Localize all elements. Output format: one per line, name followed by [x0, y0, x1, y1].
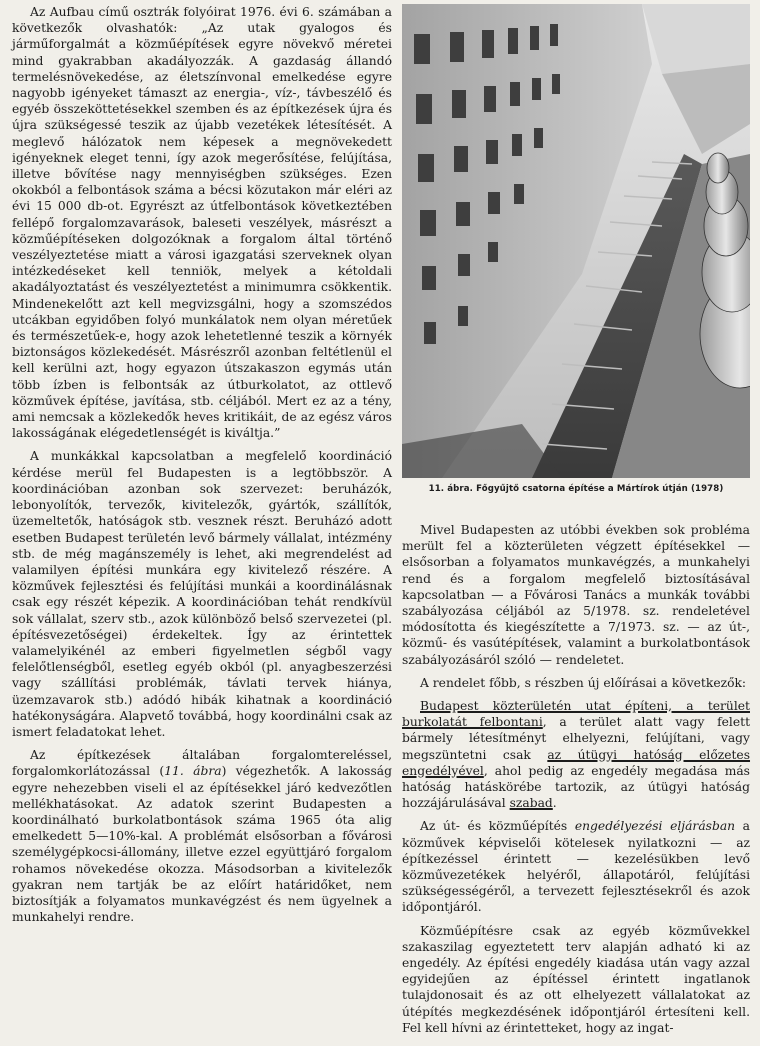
permit-text-b: , a terület alatt vagy felett bármely létesítményt elhelyezni, felújítani, vagy megszüntetni csak: [402, 715, 751, 762]
permit-text-d: , ahol pedig az engedély megadása más hatóság hatáskörébe tartozik, az útügyi hatóság hozzájárulásával: [402, 763, 750, 811]
right-column: [402, 522, 750, 1043]
paragraph-rules-intro: A rendelet főbb, s részben új előírásai a következők:: [420, 675, 747, 690]
paragraph-aufbau-quote: Az Aufbau című osztrák folyóirat 1976. évi 6. számában a következők olvashatók: „Az utak gyalogos és járműforgalmát a közműépítések egyre növekvő méretei mind gyakrabban akadályozzák. A gazdaság állandó termelésnövekedése, az életszínvonal emelkedése egyre nagyobb igényeket támaszt az energia-, víz-, távbeszélő és egyéb összeköttetésekkel szemben és az építkezések újra és újra szükségessé teszik az újabb vezetékek létesítését. A meglevő hálózatok nem képesek a megnövekedett igényeknek eleget tenni, így azok megerősítése, felújítása, illetve bővítése nagy mennyiségben szükséges. Ezen okokból a felbontások száma a bécsi közutakon már eléri az évi 15 000 db-ot. Egyrészt az útfelbontások következtében fellépő forgalomzavarások, baleseti veszélyek, másrészt a közműépítéseken dolgozóknak a forgalom által történő veszélyeztetése miatt a városi igazgatási szerveknek olyan intézkedéseket kell tenniök, melyek a kétoldali akadályoztatást és veszélyeztetést a minimumra csökkentik. Mindenekelőtt azt kell megvizsgálni, hogy a szomszédos utcákban egyidőben folyó munkálatok nem olyan méretűek és természetűek-e, hogy azok lehetetlenné teszik a környék biztonságos közlekedését. Másrészről azonban feltétlenül el kell kerülni azt, hogy egyazon útszakaszon egymás után több ízben is felbontsák az útburkolatot, az ottlevő közművek építése, javítása, stb. céljából. Mert ez az a tény, ami nemcsak a közlekedők heves kritikáit, de az egész város lakosságának elégedetlenségét is kiváltja.”: [12, 5, 392, 441]
figure-caption: 11. ábra. Főgyűjtő csatorna építése a Mártírok útján (1978): [428, 484, 724, 494]
street-construction-photo: [402, 4, 750, 478]
procedure-italic: engedélyezési eljárásban: [574, 819, 736, 834]
p3-text-b: ) végezhetők. A lakosság egyre nehezebben viseli el az építésekkel járó kedvezőtlen mellékhatásokat. Az adatok szerint Budapesten a koordinálható burkolatbontások száma 1965 óta alig emelkedett 5—10%-kal. A problémát elsősorban a fővárosi személygépkocsi-állomány, illetve ezzel együttjáró forgalom rohamos növekedése okozza. Másodsorban a kivitelezők gyakran nem tartják be az előírt határidőket, nem biztosítják a folyamatos munkavégzést és nem ügyelnek a munkahelyi rendre.: [12, 764, 392, 925]
figure-reference: 11. ábra: [164, 764, 222, 779]
photo-illustration: [402, 4, 750, 478]
permit-text-f: .: [552, 796, 557, 811]
underlined-text-b: az útügyi hatóság előzetes engedélyével: [402, 747, 751, 778]
paragraph-permit: [402, 698, 750, 811]
p3-text-a: Az építkezések általában forgalomtereléssel, forgalomkorlátozással (: [12, 748, 392, 779]
underlined-text-c: szabad: [509, 796, 553, 811]
left-column: [12, 4, 392, 932]
underlined-text-a: Budapest közterületén utat építeni, a terület burkolatát felbontani: [402, 699, 750, 730]
paragraph-coordination: A munkákkal kapcsolatban a megfelelő koordináció kérdése merül fel Budapesten is a legtöbbször. A koordinációban azonban sok szervezet: beruházók, lebonyolítók, tervezők, kivitelezők, gyártók, szállítók, üzemeltetők, hatóságok stb. vesznek részt. Beruházó adott esetben Budapest területén levő bármely vállalat, intézmény stb. de még magánszemély is lehet, aki megrendelést ad valamilyen építési munkára egy kivitelező részére. A közművek fejlesztési és felújítási munkái a koordinálásnak csak egy részét képezik. A koordinációban tehát rendkívül sok vállalat, szerv stb., azok különböző belső szervezetei (pl. építésvezetőségei) érdekeltek. Így az érintettek valamelyikénél az emberi figyelmetlen ségből vagy felelőtlenségből, esetleg egyéb okból (pl. anyagbeszerzési vagy szállítási problémák, távlati tervek hiánya, üzemzavarok stb.) adódó hibák kihatnak a koordináció hatékonyságára. Alapvető továbbá, hogy koordinálni csak az ismert feladatokat lehet.: [12, 449, 392, 739]
paragraph-traffic: [12, 747, 392, 925]
procedure-text-a: Az út- és közműépítés: [420, 819, 575, 834]
paragraph-utility-permit: Közműépítésre csak az egyéb közművekkel szakaszilag egyeztetett terv alapján adható ki az engedély. Az építési engedély kiadása után vagy azzal egyidejűen az építéssel érintett ingatlanok tulajdonosait és az ott elhelyezett vállalatokat az útépítés megkezdésének időpontjáról értesíteni kell. Fel kell hívni az érintetteket, hogy az ingat-: [402, 923, 750, 1035]
procedure-text-c: a közművek képviselői kötelesek nyilatkozni — az építkezéssel érintett — kezelésükben levő közművezetékek helyéről, állapotáról, felújítási szükségességéről, a tervezett fejlesztésekről és azok időpontjáról.: [402, 819, 750, 915]
paragraph-regulation: Mivel Budapesten az utóbbi években sok probléma merült fel a közterületen végzett építésekkel — elsősorban a folyamatos munkavégzés, a munkahelyi rend és a forgalom megfelelő biztosításával kapcsolatban — a Fővárosi Tanács a munkák további szabályozása céljából az 5/1978. sz. rendeletével módosította és kiegészítette a 7/1973. sz. — az út-, közmű- és vasútépítések, valamint a burkolatbontások szabályozásáról szóló — rendeletet.: [402, 523, 750, 667]
paragraph-procedure: [402, 818, 750, 915]
